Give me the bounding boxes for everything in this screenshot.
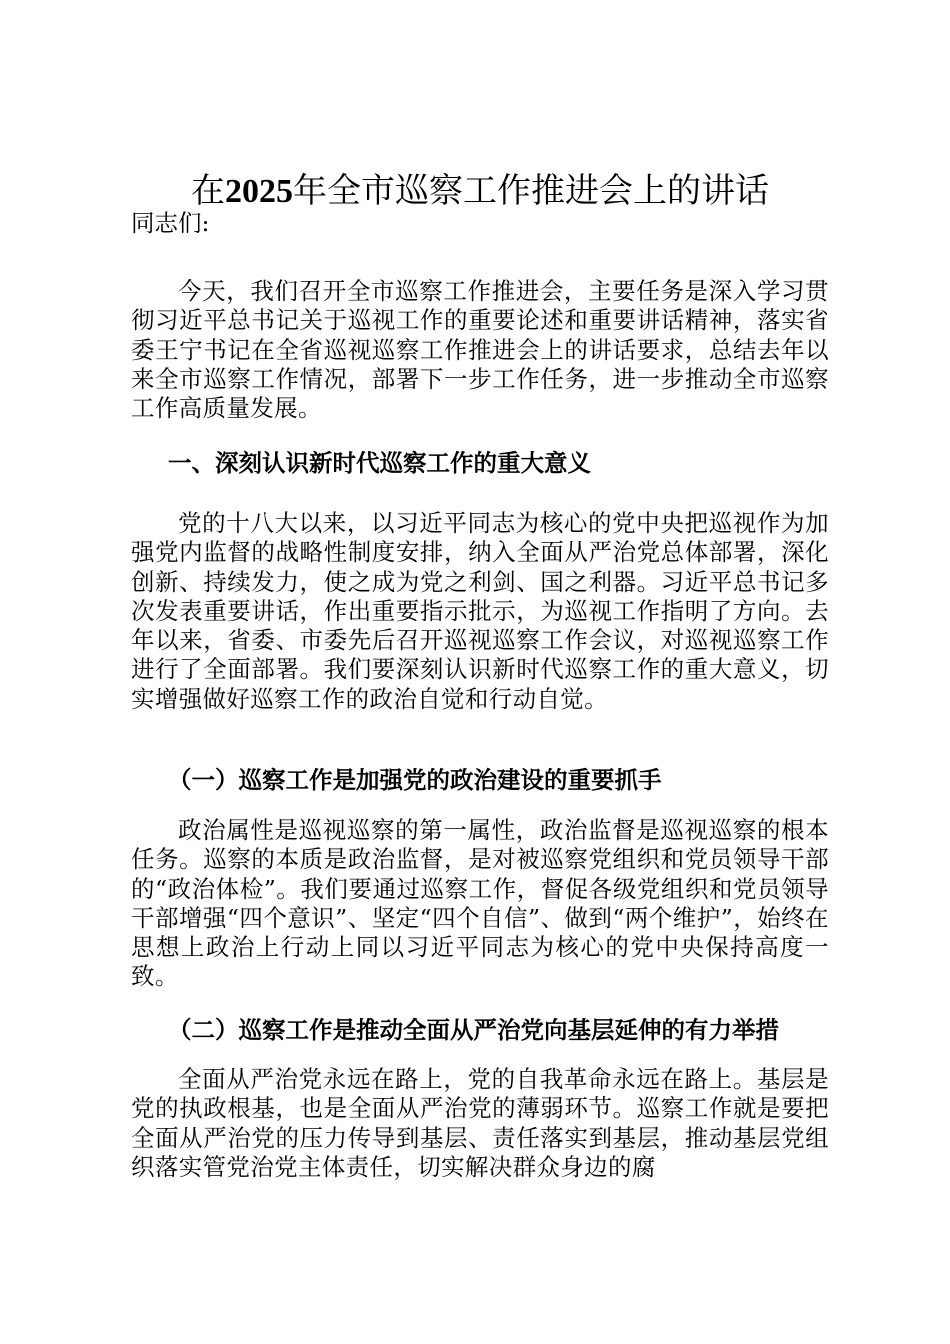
- salutation: 同志们:: [131, 209, 210, 237]
- subsection-heading-2: （二）巡察工作是推动全面从严治党向基层延伸的有力举措: [168, 1016, 779, 1044]
- subsection-2-paragraph: 全面从严治党永远在路上，党的自我革命永远在路上。基层是党的执政根基，也是全面从严治党的薄弱环节。巡察工作就是要把全面从严治党的压力传导到基层、责任落实到基层，推动基层党组织落实管党治党主体责任，切实解决群众身边的腐: [131, 1065, 829, 1181]
- document-title: [131, 168, 829, 215]
- section-1-paragraph: 党的十八大以来，以习近平同志为核心的党中央把巡视作为加强党内监督的战略性制度安排，纳入全面从严治党总体部署，深化创新、持续发力，使之成为党之利剑、国之利器。习近平总书记多次发表重要讲话，作出重要指示批示，为巡视工作指明了方向。去年以来，省委、市委先后召开巡视巡察工作会议，对巡视巡察工作进行了全面部署。我们要深刻认识新时代巡察工作的重大意义，切实增强做好巡察工作的政治自觉和行动自觉。: [131, 509, 829, 713]
- subsection-1-paragraph: 政治属性是巡视巡察的第一属性，政治监督是巡视巡察的根本任务。巡察的本质是政治监督，是对被巡察党组织和党员领导干部的“政治体检”。我们要通过巡察工作，督促各级党组织和党员领导干部增强“四个意识”、坚定“四个自信”、做到“两个维护”，始终在思想上政治上行动上同以习近平同志为核心的党中央保持高度一致。: [131, 816, 829, 991]
- intro-paragraph: 今天，我们召开全市巡察工作推进会，主要任务是深入学习贯彻习近平总书记关于巡视工作的重要论述和重要讲话精神，落实省委王宁书记在全省巡视巡察工作推进会上的讲话要求，总结去年以来全市巡察工作情况，部署下一步工作任务，进一步推动全市巡察工作高质量发展。: [131, 277, 829, 423]
- section-heading-1: 一、深刻认识新时代巡察工作的重大意义: [168, 449, 591, 477]
- subsection-heading-1: （一）巡察工作是加强党的政治建设的重要抓手: [168, 766, 662, 794]
- title-year: 2025: [225, 173, 293, 210]
- title-prefix: 在: [191, 171, 225, 211]
- title-suffix: 年全市巡察工作推进会上的讲话: [293, 171, 769, 211]
